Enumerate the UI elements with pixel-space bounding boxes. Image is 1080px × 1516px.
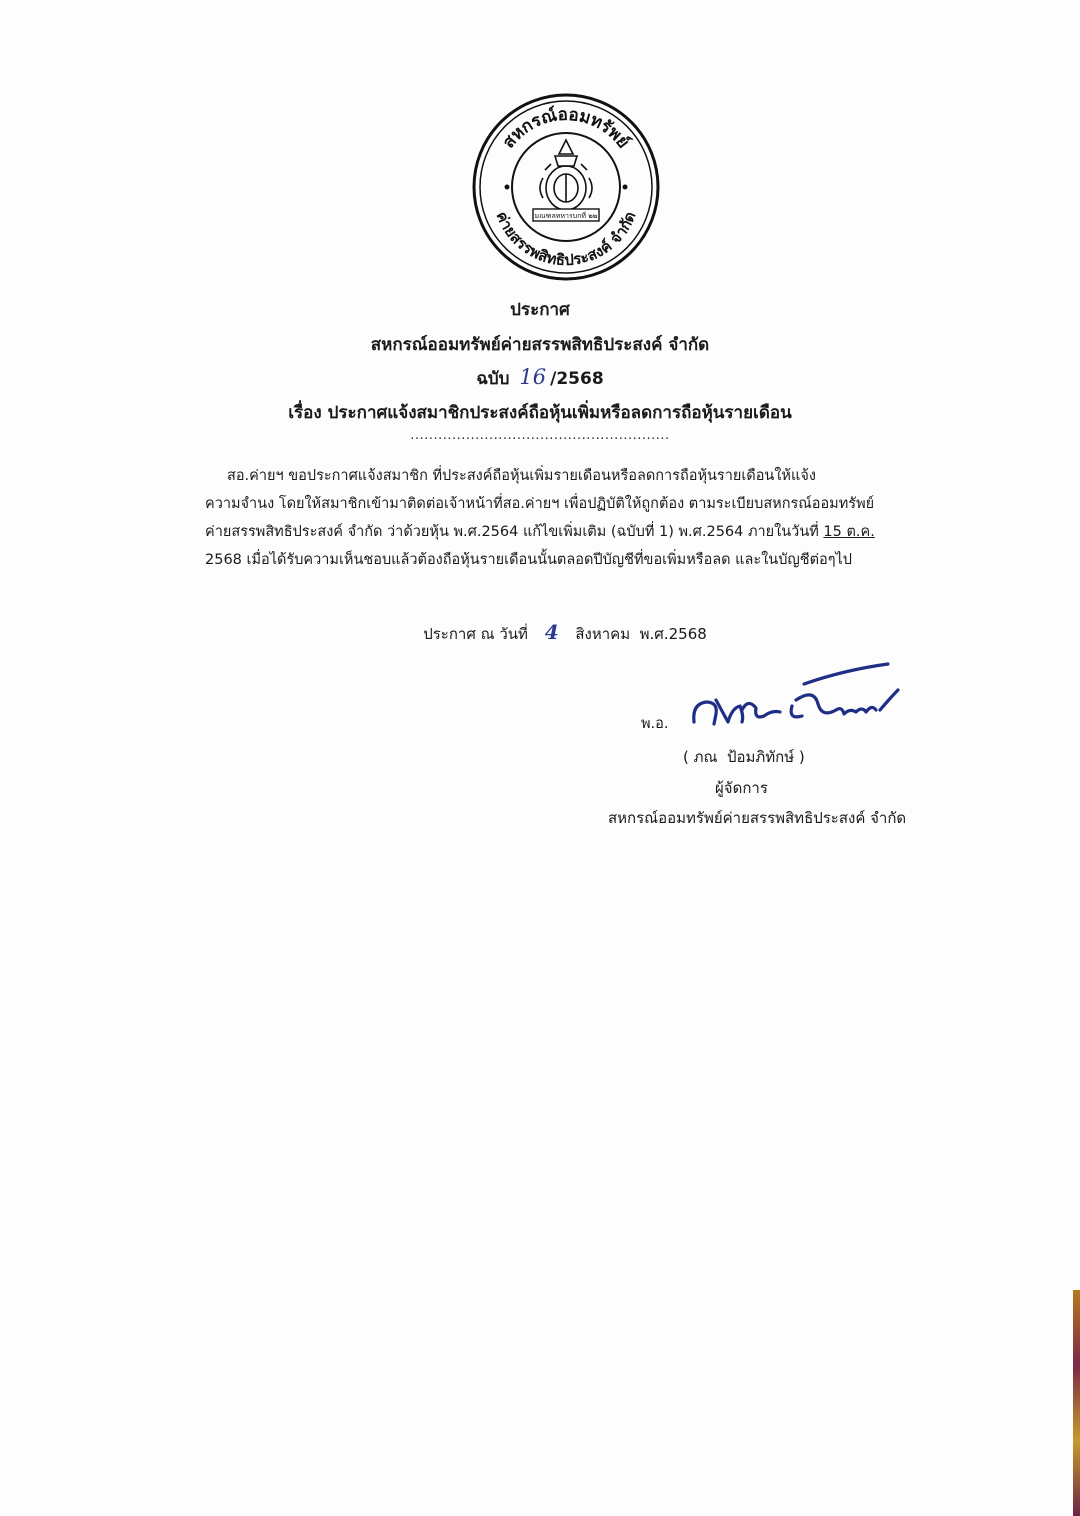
body-line-3-text: ค่ายสรรพสิทธิประสงค์ จำกัด ว่าด้วยหุ้น พ.ศ.2564 แก้ไขเพิ่มเติม (ฉบับที่ 1) พ.ศ.2564 ภายในวันที่ <box>205 524 819 540</box>
body-line-3 <box>205 518 955 546</box>
seal-top-text: สหกรณ์ออมทรัพย์ <box>498 104 634 153</box>
seal-ribbon-text: มณฑลทหารบกที่ ๒๒ <box>534 212 598 220</box>
seal-bottom-text: ค่ายสรรพสิทธิประสงค์ จำกัด <box>492 209 640 270</box>
announce-day-handwritten: 4 <box>544 620 559 644</box>
issue-year: /2568 <box>550 369 604 389</box>
announcement-title: ประกาศ <box>510 300 570 320</box>
dotted-divider: ........................................................ <box>410 428 670 443</box>
announcement-body <box>205 462 955 574</box>
organization-name: สหกรณ์ออมทรัพย์ค่ายสรรพสิทธิประสงค์ จำกัด <box>370 335 710 355</box>
deadline-date: 15 ต.ค. <box>823 524 875 540</box>
body-line-1: สอ.ค่ายฯ ขอประกาศแจ้งสมาชิก ที่ประสงค์ถือหุ้นเพิ่มรายเดือนหรือลดการถือหุ้นรายเดือนให้แจ้ง <box>227 468 816 484</box>
signer-organization: สหกรณ์ออมทรัพย์ค่ายสรรพสิทธิประสงค์ จำกัด <box>608 809 907 827</box>
body-line-2: ความจำนง โดยให้สมาชิกเข้ามาติดต่อเจ้าหน้าที่สอ.ค่ายฯ เพื่อปฏิบัติให้ถูกต้อง ตามระเบียบสหกรณ์ออมทรัพย์ <box>205 496 875 512</box>
announce-date-line <box>0 620 1080 646</box>
announce-year: พ.ศ.2568 <box>639 625 707 643</box>
cooperative-seal-icon <box>471 92 661 282</box>
handwritten-signature-icon <box>684 660 914 740</box>
announce-month: สิงหาคม <box>575 625 631 643</box>
subject-line: เรื่อง ประกาศแจ้งสมาชิกประสงค์ถือหุ้นเพิ่มหรือลดการถือหุ้นรายเดือน <box>288 403 792 423</box>
issue-number-line <box>0 365 1080 392</box>
scan-edge-stripe <box>1073 1290 1080 1516</box>
signer-role: ผู้จัดการ <box>715 779 768 797</box>
issue-prefix: ฉบับ <box>476 369 510 389</box>
body-line-4: 2568 เมื่อได้รับความเห็นชอบแล้วต้องถือหุ้นรายเดือนนั้นตลอดปีบัญชีที่ขอเพิ่มหรือลด และในบัญชีต่อๆไป <box>205 552 853 568</box>
announce-prefix: ประกาศ ณ วันที่ <box>423 625 528 643</box>
svg-text:สหกรณ์ออมทรัพย์ <box>499 104 634 152</box>
issue-number-handwritten: 16 <box>519 365 547 389</box>
signer-rank: พ.อ. <box>641 716 669 732</box>
signer-name: ( ภณ ป้อมภิทักษ์ ) <box>683 748 805 766</box>
